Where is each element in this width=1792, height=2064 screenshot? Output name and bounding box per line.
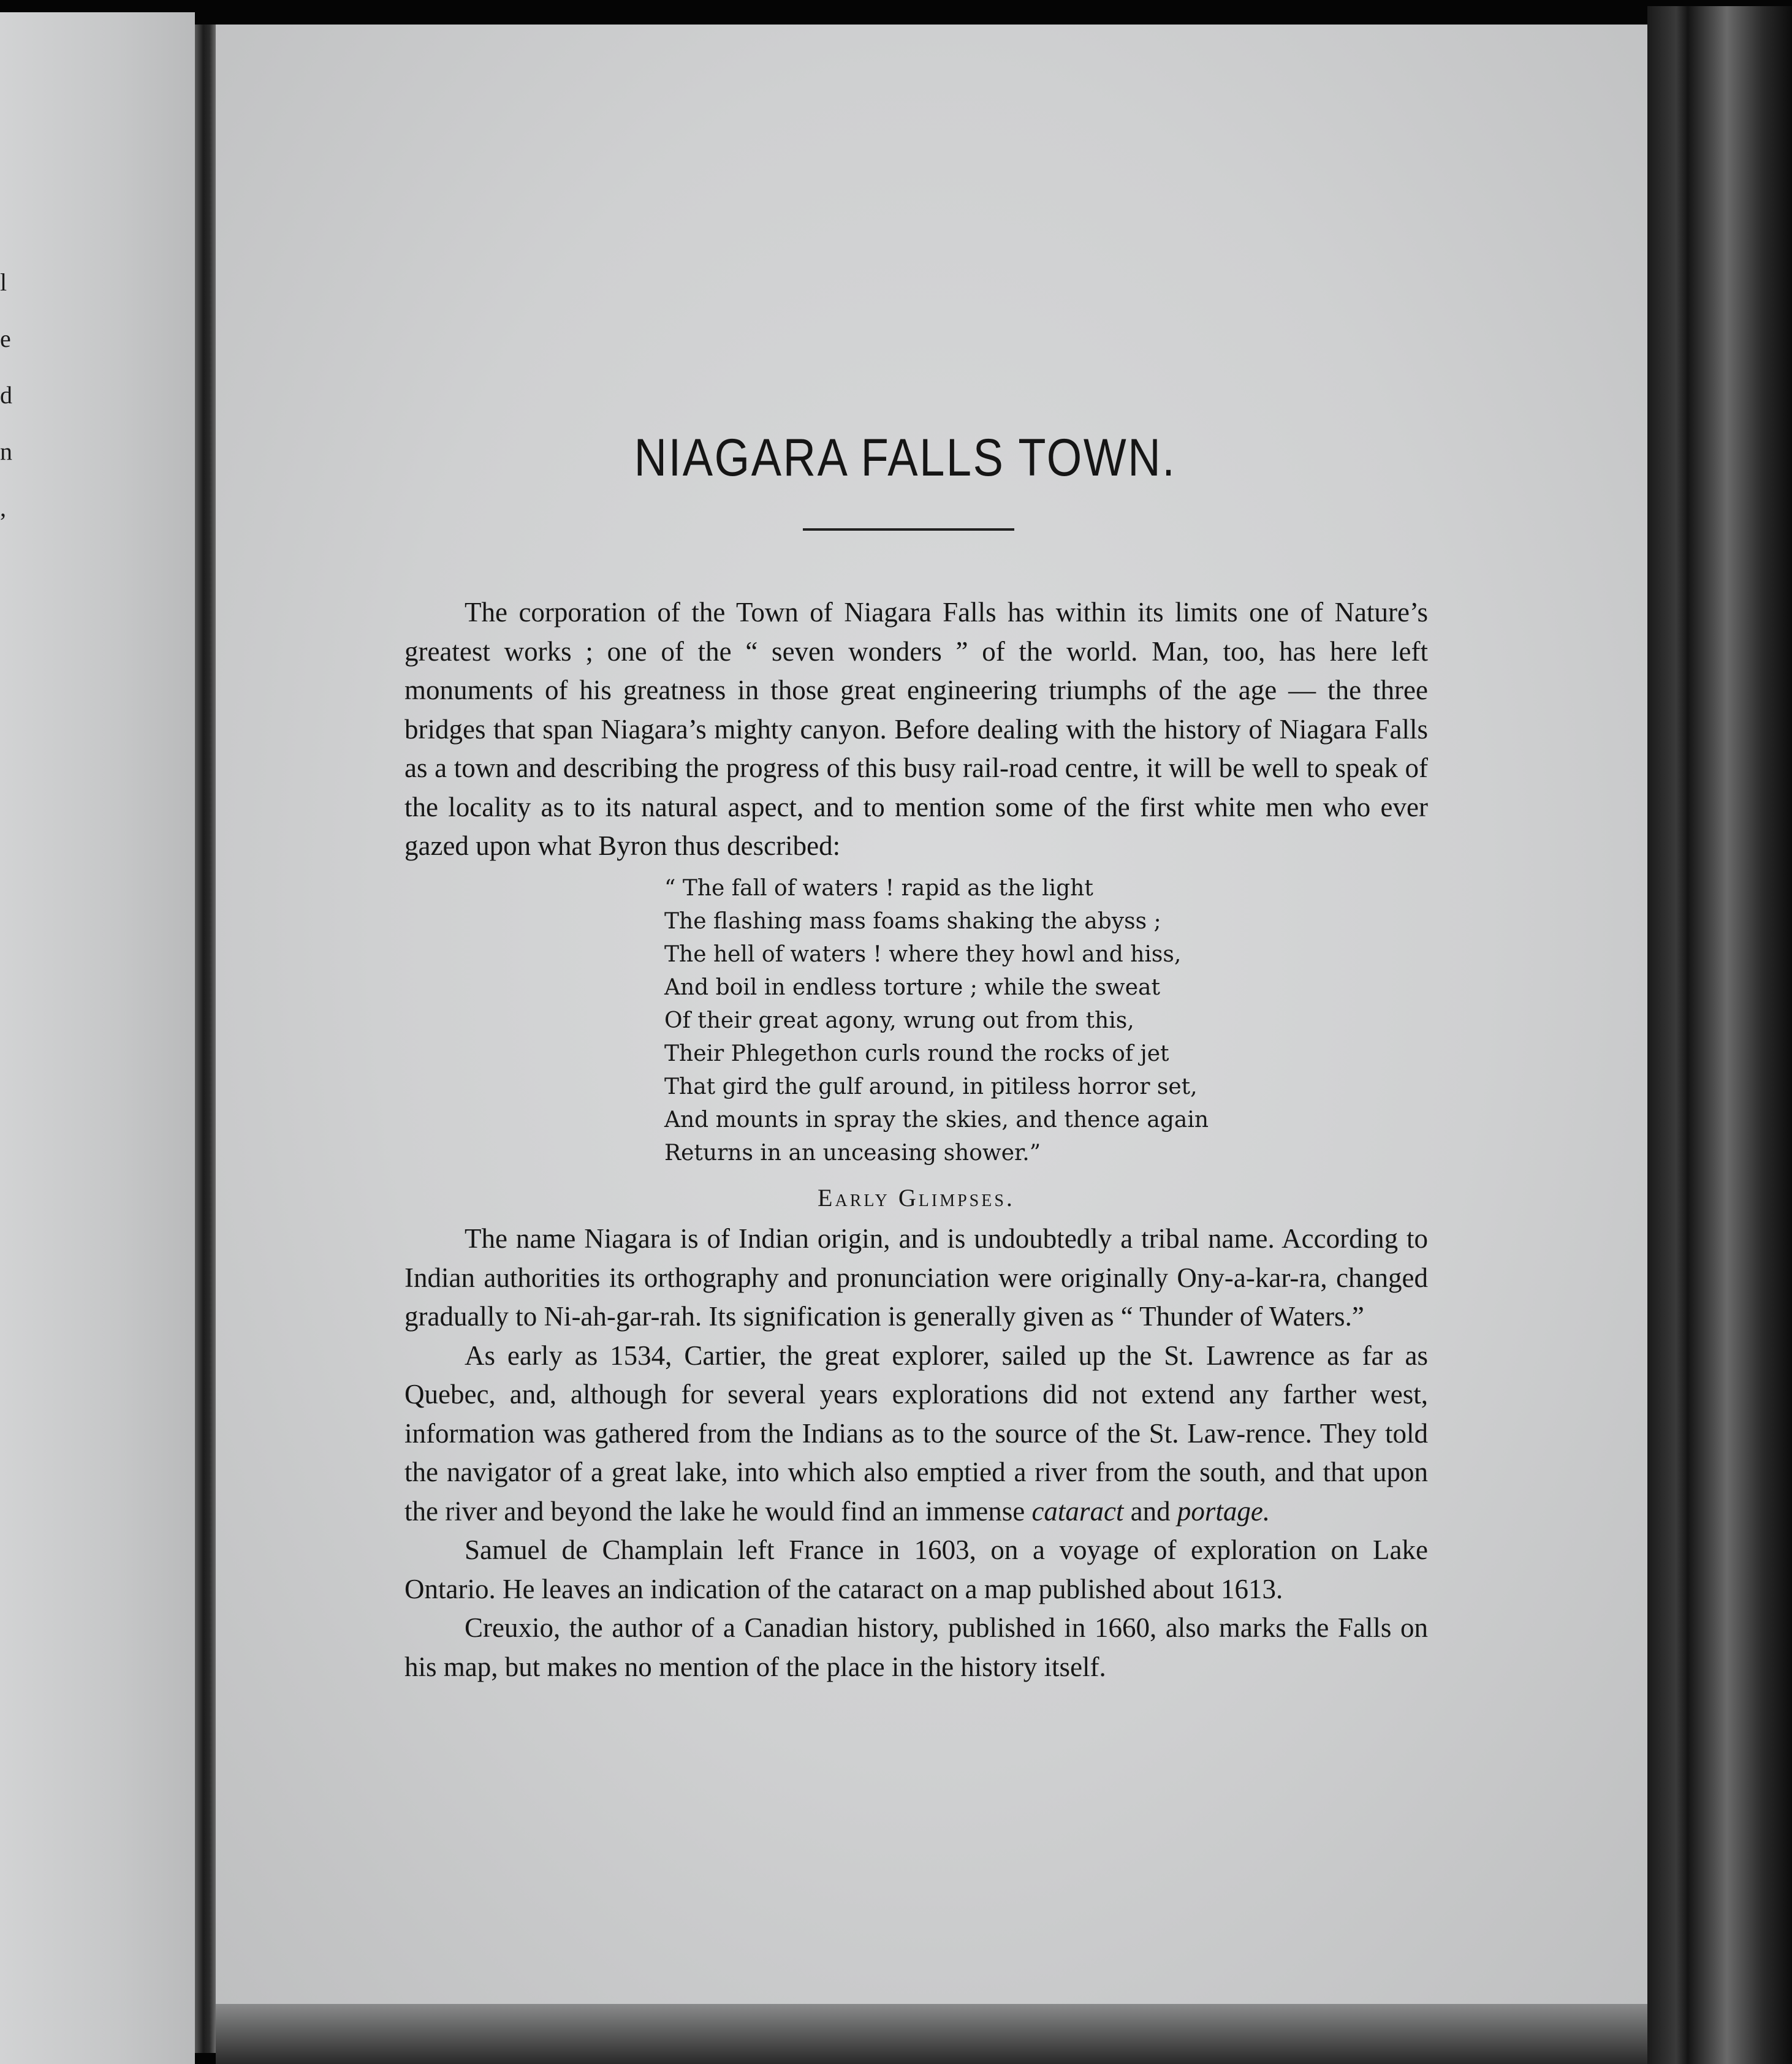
paragraph-creuxio: Creuxio, the author of a Canadian history, published in 1660, also marks the Falls on his map, but makes no mention of the place in the history itself.	[404, 1612, 1428, 1682]
italic-cataract: cataract	[1031, 1495, 1124, 1527]
book-gutter	[195, 25, 216, 2053]
poem-line: And boil in endless torture ; while the sweat	[664, 974, 1160, 1000]
facing-page-margin-text: l e d n ,	[0, 268, 12, 522]
poem-line: Of their great agony, wrung out from this,	[664, 1007, 1134, 1033]
poem-line: Returns in an unceasing shower.”	[664, 1140, 1041, 1166]
article-body	[404, 593, 1428, 1686]
poem-line: “ The fall of waters ! rapid as the light	[664, 875, 1093, 901]
byron-poem	[664, 872, 1428, 1170]
paragraph-cartier: As early as 1534, Cartier, the great explorer, sailed up the St. Lawrence as far as Quebec, and, although for several years explorations did not extend any farther west, information was gathered from the Indians as to the source of the St. Law-rence. They told the navigator of a great lake, into which also emptied a river from the south, and that upon the river and beyond the lake he would find an immense cataract and portage.	[404, 1340, 1428, 1527]
book-edge	[1647, 6, 1792, 2064]
paragraph-name-origin: The name Niagara is of Indian origin, and is undoubtedly a tribal name. According to Indian authorities its orthography and pronunciation were originally Ony-a-kar-ra, changed gradually to Ni-ah-gar-rah. Its signification is generally given as “ Thunder of Waters.”	[404, 1223, 1428, 1332]
poem-line: That gird the gulf around, in pitiless horror set,	[664, 1074, 1198, 1099]
title-rule	[803, 528, 1014, 531]
facing-page-strip	[0, 12, 195, 2064]
section-heading: Early Glimpses.	[818, 1183, 1015, 1212]
section-body	[404, 1220, 1428, 1686]
poem-line: The flashing mass foams shaking the abyss ;	[664, 908, 1161, 934]
poem-line: And mounts in spray the skies, and thence again	[664, 1107, 1209, 1133]
poem-line: Their Phlegethon curls round the rocks of jet	[664, 1041, 1169, 1066]
italic-portage: portage.	[1177, 1495, 1270, 1527]
paragraph-champlain: Samuel de Champlain left France in 1603, on a voyage of exploration on Lake Ontario. He leaves an indication of the cataract on a map published about 1613.	[404, 1535, 1428, 1604]
poem-line: The hell of waters ! where they howl and hiss,	[664, 941, 1182, 967]
intro-paragraph: The corporation of the Town of Niagara Falls has within its limits one of Nature’s greatest works ; one of the “ seven wonders ” of the world. Man, too, has here left monuments of his greatness in those great engineering triumphs of the age — the three bridges that span Niagara’s mighty canyon. Before dealing with the history of Niagara Falls as a town and describing the progress of this busy rail-road centre, it will be well to speak of the locality as to its natural aspect, and to mention some of the first white men who ever gazed upon what Byron thus described:	[404, 597, 1428, 861]
page-bottom-shadow	[216, 2004, 1647, 2064]
page-title: NIAGARA FALLS TOWN.	[634, 428, 1177, 487]
